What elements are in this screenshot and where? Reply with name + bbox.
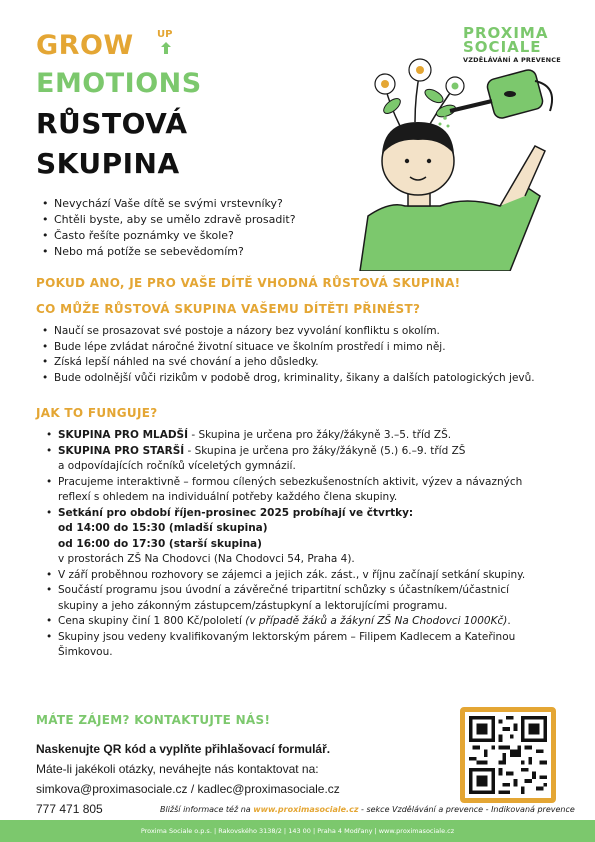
time-younger: od 14:00 do 15:30 (mladší skupina): [58, 522, 268, 534]
younger-group-label: SKUPINA PRO MLADŠÍ: [58, 429, 189, 441]
questions-text: Máte-li jakékoli otázky, neváhejte nás kontaktovat na:: [36, 762, 319, 776]
heading-how-it-works: JAK TO FUNGUJE?: [36, 406, 158, 420]
heading-if-yes: POKUD ANO, JE PRO VAŠE DÍTĚ VHODNÁ RŮSTOVÁ SKUPINA!: [36, 276, 461, 290]
time-older: od 16:00 do 17:30 (starší skupina): [58, 537, 262, 550]
list-item: [44, 630, 572, 661]
qr-code-icon: [469, 716, 547, 794]
title-up-label: UP: [157, 29, 173, 40]
list-item: • Bude odolnější vůči rizikům v podobě drog, kriminality, šikany a dalších patologických jevů.: [40, 371, 535, 387]
list-item: [44, 444, 572, 475]
list-item: • V září proběhnou rozhovory se zájemci a jejich zák. zást., v říjnu začínají setkání skupiny.: [44, 568, 572, 584]
title-skupina: SKUPINA: [36, 147, 180, 180]
scan-instruction: Naskenujte QR kód a vyplňte přihlašovací formulář.: [36, 742, 331, 756]
footnote-prefix: Bližší informace též na: [160, 805, 254, 814]
qr-code[interactable]: [460, 707, 556, 803]
title-grow: GROW: [36, 30, 134, 61]
how-it-works-list: [44, 428, 572, 661]
interactive-text1: Pracujeme interaktivně – formou cílených sebezkušenostních aktivit, výzev a návazných: [58, 475, 523, 488]
list-item: [44, 614, 572, 630]
title-emotions: EMOTIONS: [36, 68, 202, 99]
older-group-label: SKUPINA PRO STARŠÍ: [58, 444, 185, 457]
question-list: [40, 196, 296, 260]
logo-subtitle: VZDĚLÁVÁNÍ A PREVENCE: [463, 56, 561, 64]
list-item: • Nevychází Vaše dítě se svými vrstevníky?: [40, 196, 296, 212]
place-text: v prostorách ZŠ Na Chodovci (Na Chodovci 54, Praha 4).: [58, 553, 355, 565]
heading-what-brings: CO MŮŽE RŮSTOVÁ SKUPINA VAŠEMU DÍTĚTI PŘINÉST?: [36, 302, 421, 316]
contact-phone[interactable]: 777 471 805: [36, 802, 103, 816]
meetings-text: Setkání pro období říjen-prosinec 2025 probíhají ve čtvrtky:: [58, 506, 414, 519]
list-item: [44, 475, 572, 506]
footer-bar: Proxima Sociale o.p.s. | Rakovského 3138/2 | 143 00 | Praha 4 Modřany | www.proximasociale.cz: [0, 820, 595, 842]
program-text1: Součástí programu jsou úvodní a závěrečné tripartitní schůzky s účastníkem/účastnicí: [58, 584, 510, 596]
list-item: [44, 583, 572, 614]
list-item: • Naučí se prosazovat své postoje a názory bez vyvolání konfliktu s okolím.: [40, 324, 535, 340]
price-text: Cena skupiny činí 1 800 Kč/pololetí: [58, 615, 246, 627]
contact-emails[interactable]: simkova@proximasociale.cz / kadlec@proximasociale.cz: [36, 782, 340, 796]
heading-contact: MÁTE ZÁJEM? KONTAKTUJTE NÁS!: [36, 713, 271, 727]
list-item: • Často řešíte poznámky ve škole?: [40, 228, 296, 244]
price-end: .: [507, 615, 511, 627]
list-item: • Nebo má potíže se sebevědomím?: [40, 244, 296, 260]
older-group-text: - Skupina je určena pro žáky/žákyně (5.) 6.–9. tříd ZŠ: [184, 444, 466, 457]
list-item: [44, 428, 572, 444]
website-link[interactable]: www.proximasociale.cz: [253, 805, 359, 814]
boy-watering-plants-illustration: [330, 56, 560, 271]
logo-line2: SOCIALE: [463, 38, 542, 56]
title-rustova: RŮSTOVÁ: [36, 107, 188, 140]
list-item: • Získá lepší náhled na své chování a jeho důsledky.: [40, 355, 535, 371]
footnote-suffix: - sekce Vzdělávání a prevence - Indikovaná prevence: [358, 805, 575, 814]
list-item: [44, 506, 572, 522]
logo-line1: PROXIMA: [463, 24, 549, 42]
leaders-text1: Skupiny jsou vedeny kvalifikovaným lektorským párem – Filipem Kadlecem a Kateřinou: [58, 630, 516, 643]
footnote: [160, 805, 575, 814]
leaders-text2: Šimkovou.: [58, 646, 113, 658]
program-text2: skupiny a jeho zákonným zástupcem/zástupkyní a lektorujícími programu.: [58, 599, 448, 612]
up-arrow-icon: [160, 41, 172, 55]
younger-group-text: - Skupina je určena pro žáky/žákyně 3.–5. tříd ZŠ.: [188, 429, 452, 441]
benefits-list: [40, 324, 535, 386]
older-group-text2: a odpovídajících ročníků víceletých gymnázií.: [58, 460, 296, 472]
interactive-text2: reflexí s ohledem na individuální potřeby každého člena skupiny.: [58, 491, 398, 503]
list-item: • Bude lépe zvládat náročné životní situace ve školním prostředí i mimo něj.: [40, 340, 535, 356]
price-note: (v případě žáků a žákyní ZŠ Na Chodovci 1000Kč): [245, 615, 508, 627]
list-item: • Chtěli byste, aby se umělo zdravě prosadit?: [40, 212, 296, 228]
